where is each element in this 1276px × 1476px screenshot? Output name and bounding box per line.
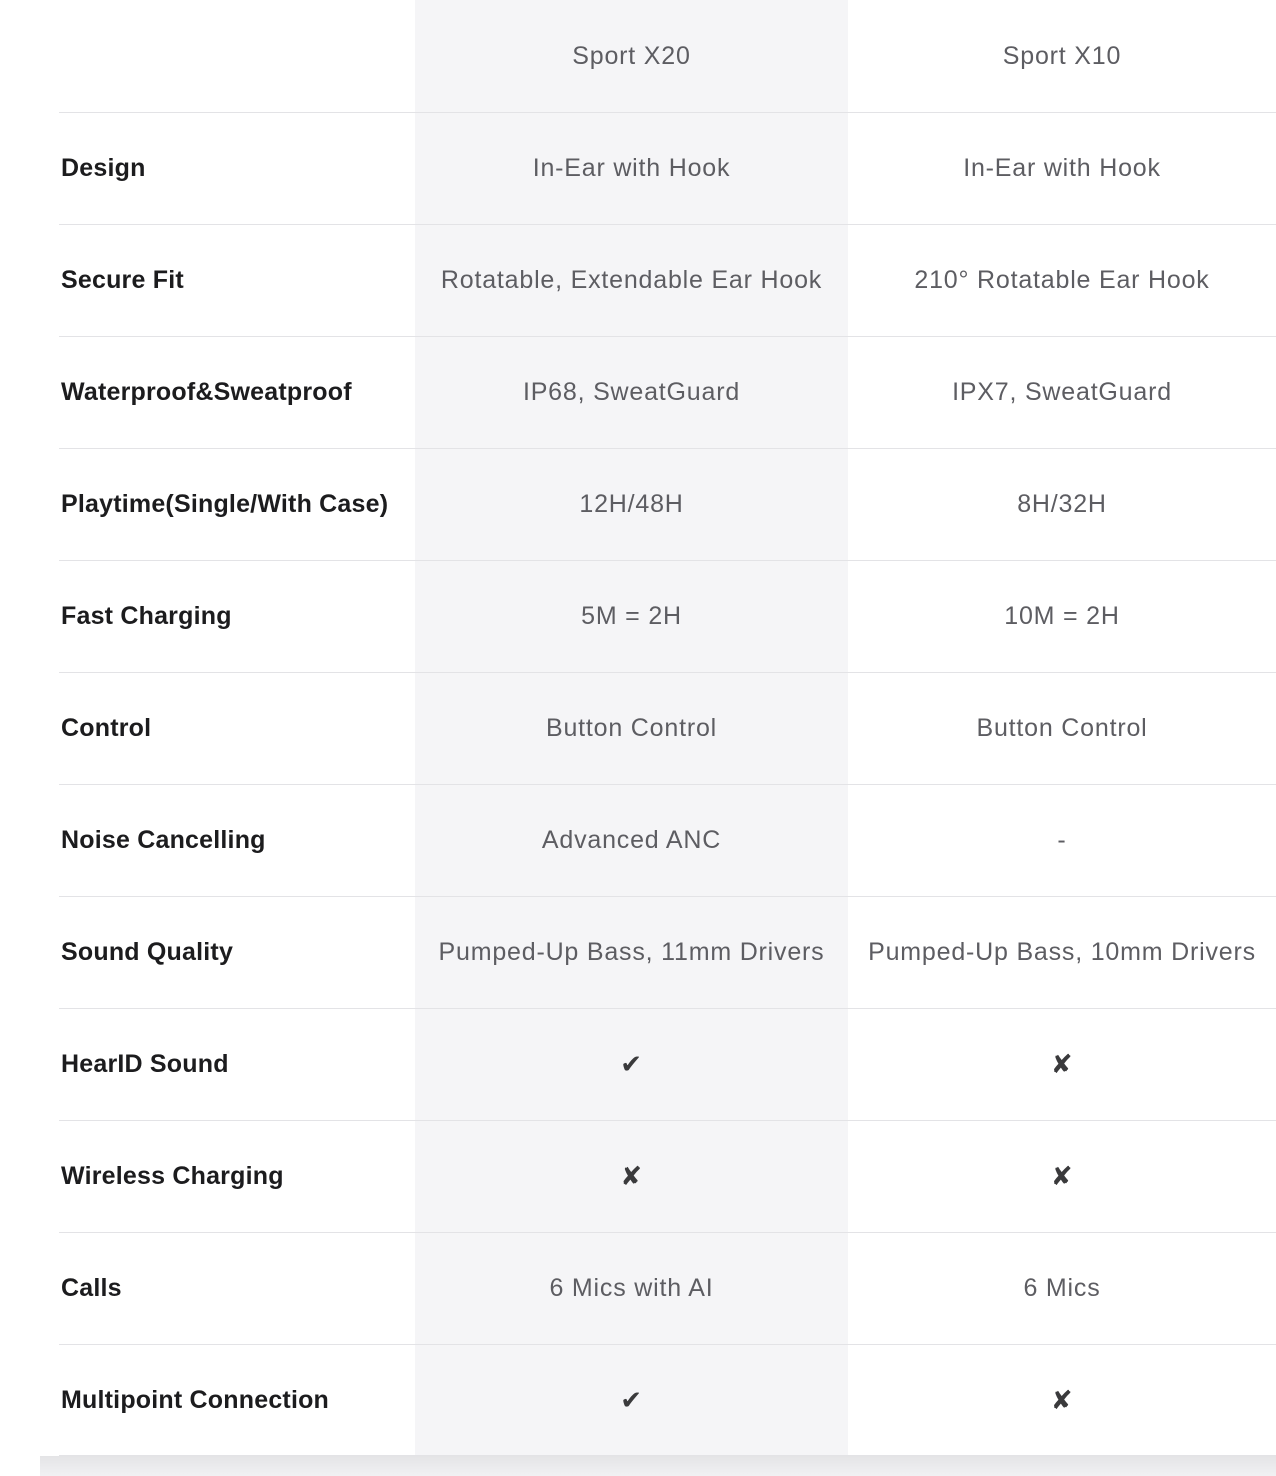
row-label: Playtime(Single/With Case) xyxy=(61,489,389,518)
product-b-value: In-Ear with Hook xyxy=(963,153,1161,182)
product-a-value: IP68, SweatGuard xyxy=(522,377,741,406)
product-a-value: Button Control xyxy=(545,713,717,742)
row-label: Calls xyxy=(61,1273,122,1302)
table-row-sound-quality xyxy=(0,896,1276,1008)
row-label: Design xyxy=(61,153,146,182)
table-row-playtime xyxy=(0,448,1276,560)
table-row-control xyxy=(0,672,1276,784)
product-a-value: Pumped-Up Bass, 11mm Drivers xyxy=(438,937,825,966)
row-label: Wireless Charging xyxy=(61,1161,284,1190)
product-b-value: 210° Rotatable Ear Hook xyxy=(914,265,1210,294)
product-b-value: 6 Mics xyxy=(1023,1273,1101,1302)
table-row-fast-charging xyxy=(0,560,1276,672)
product-b-name: Sport X10 xyxy=(1002,41,1122,70)
table-row-noise-cancelling xyxy=(0,784,1276,896)
check-icon: ✔ xyxy=(620,1048,643,1079)
row-label: Multipoint Connection xyxy=(61,1385,330,1414)
cross-icon: ✘ xyxy=(1050,1048,1074,1079)
product-a-value: In-Ear with Hook xyxy=(532,153,731,182)
header-row xyxy=(0,0,1276,112)
product-b-value: 8H/32H xyxy=(1017,489,1107,518)
row-label: Fast Charging xyxy=(61,601,232,630)
product-a-value: Rotatable, Extendable Ear Hook xyxy=(440,265,823,294)
cross-icon: ✘ xyxy=(1050,1160,1074,1191)
product-a-value: Advanced ANC xyxy=(541,825,722,854)
row-label: Waterproof&Sweatproof xyxy=(61,377,352,406)
row-label: Control xyxy=(61,713,152,742)
product-b-value: 10M = 2H xyxy=(1004,601,1120,630)
product-b-value: Button Control xyxy=(976,713,1148,742)
table-row-multipoint xyxy=(0,1344,1276,1456)
table-row-wireless-charging xyxy=(0,1120,1276,1232)
product-b-value: IPX7, SweatGuard xyxy=(952,377,1172,406)
table-row-calls xyxy=(0,1232,1276,1344)
check-icon: ✔ xyxy=(620,1384,643,1415)
product-b-value: - xyxy=(1057,825,1067,854)
product-a-value: 6 Mics with AI xyxy=(549,1273,714,1302)
table-row-hearid-sound xyxy=(0,1008,1276,1120)
row-label: Secure Fit xyxy=(61,265,184,294)
cross-icon: ✘ xyxy=(620,1160,643,1191)
product-a-value: 12H/48H xyxy=(579,489,684,518)
table-row-secure-fit xyxy=(0,224,1276,336)
row-label: Sound Quality xyxy=(61,937,234,966)
product-b-value: Pumped-Up Bass, 10mm Drivers xyxy=(868,937,1256,966)
product-a-value: 5M = 2H xyxy=(581,601,682,630)
row-label: HearID Sound xyxy=(61,1049,229,1078)
cross-icon: ✘ xyxy=(1050,1384,1074,1415)
row-label: Noise Cancelling xyxy=(61,825,266,854)
product-a-name: Sport X20 xyxy=(572,41,691,70)
table-row-design xyxy=(0,112,1276,224)
page-bottom-shadow xyxy=(40,1456,1276,1476)
table-row-waterproof xyxy=(0,336,1276,448)
